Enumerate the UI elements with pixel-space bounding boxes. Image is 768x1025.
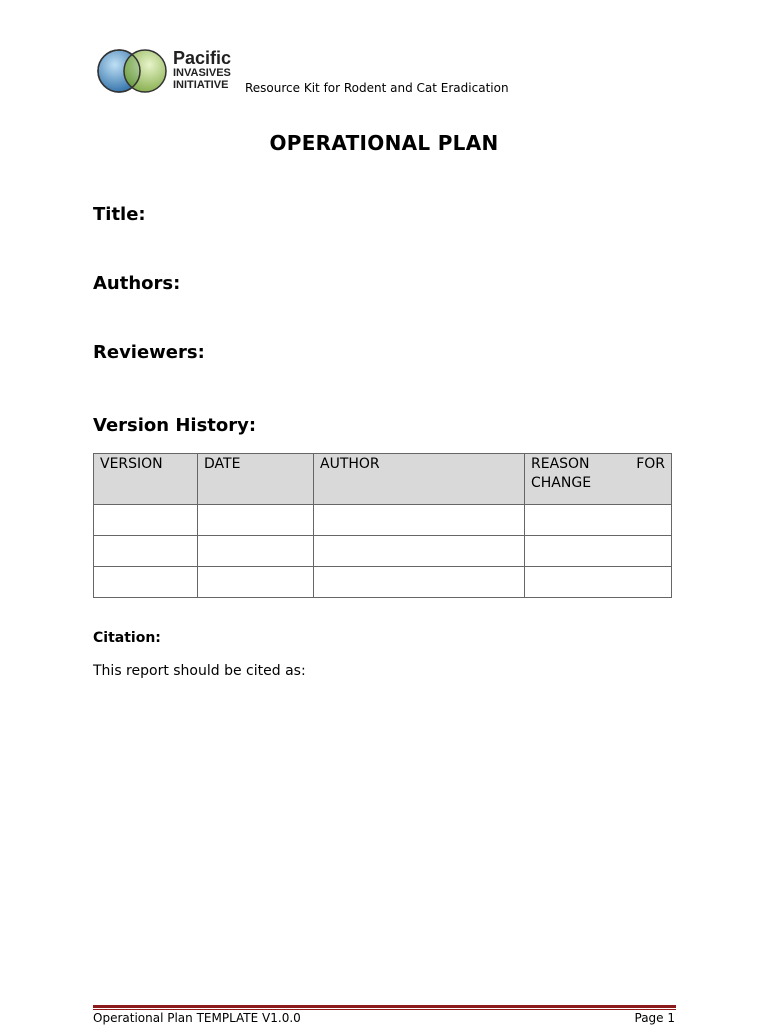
table-row (94, 567, 672, 598)
citation-text: This report should be cited as: (93, 663, 306, 679)
version-cell[interactable] (94, 505, 198, 536)
authors-label: Authors: (93, 273, 181, 294)
footer-divider-thin (93, 1009, 676, 1010)
author-cell[interactable] (314, 505, 525, 536)
reviewers-label: Reviewers: (93, 342, 205, 363)
table-row (94, 536, 672, 567)
table-row (94, 505, 672, 536)
title-label: Title: (93, 204, 146, 225)
logo-text-invasives: INVASIVES (173, 67, 231, 79)
footer-document-version: Operational Plan TEMPLATE V1.0.0 (93, 1011, 301, 1025)
date-cell[interactable] (198, 505, 314, 536)
resource-kit-title: Resource Kit for Rodent and Cat Eradication (245, 81, 509, 95)
author-cell[interactable] (314, 567, 525, 598)
logo-text-initiative: INITIATIVE (173, 79, 229, 91)
citation-heading: Citation: (93, 630, 161, 646)
version-history-label: Version History: (93, 415, 257, 436)
column-header-version: VERSION (94, 454, 198, 505)
footer-page-number: Page 1 (634, 1011, 675, 1025)
reason-cell[interactable] (525, 567, 672, 598)
document-title: OPERATIONAL PLAN (269, 131, 499, 155)
logo-text-pacific: Pacific (173, 48, 232, 68)
column-header-date: DATE (198, 454, 314, 505)
date-cell[interactable] (198, 567, 314, 598)
pacific-invasives-initiative-logo (96, 46, 246, 96)
version-history-table (93, 453, 672, 598)
column-header-author: AUTHOR (314, 454, 525, 505)
version-cell[interactable] (94, 567, 198, 598)
footer-divider (93, 1005, 676, 1008)
column-header-reason-for-change: REASON FOR CHANGE (525, 454, 672, 505)
overlapping-circles-logo-icon (96, 48, 168, 94)
reason-cell[interactable] (525, 505, 672, 536)
date-cell[interactable] (198, 536, 314, 567)
version-cell[interactable] (94, 536, 198, 567)
author-cell[interactable] (314, 536, 525, 567)
reason-cell[interactable] (525, 536, 672, 567)
table-header-row (94, 454, 672, 505)
